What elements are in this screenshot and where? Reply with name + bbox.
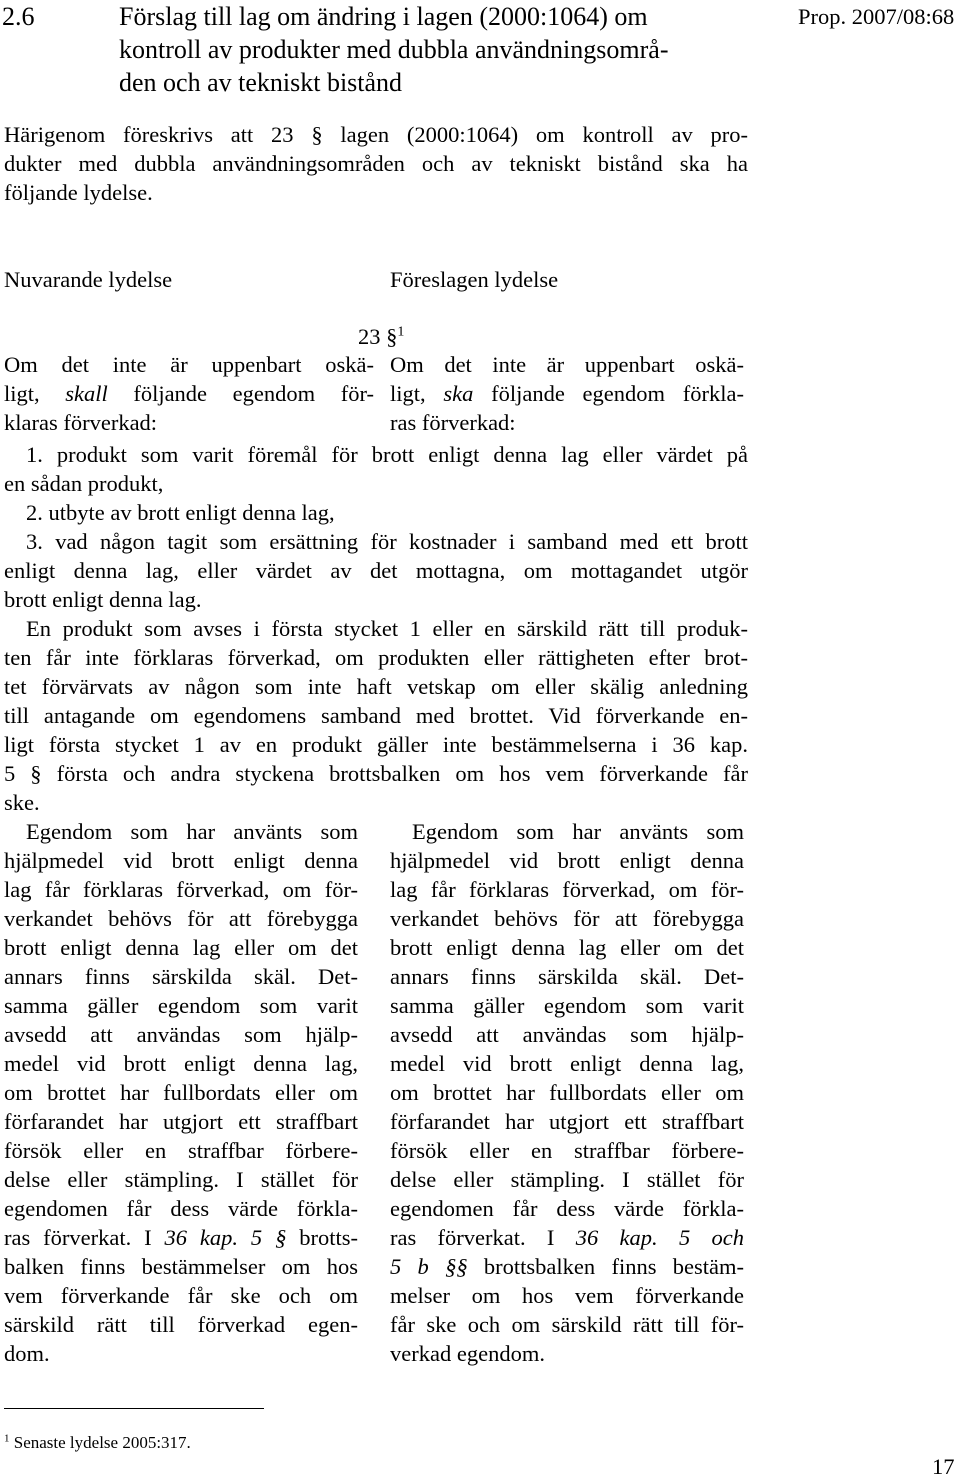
right-second-paragraph: Egendom som har använts som hjälpmedel vid brott enligt denna lag får förklaras förverkad, om för- verkandet behövs för att förebygga brott enligt denna lag eller om det annars finns särskilda skäl. Det- samma gäller egendom som varit avsedd att användas som hjälp- medel vid brott enligt denna lag, om brottet har fullbordats eller om förfarandet har utgjort ett straffbart försök eller en straffbar förbere- delse eller stämpling. I stället för egendomen får dess värde förkla- ras förverkat. I 36 kap. 5 och 5 b §§ brottsbalken finns bestäm- melser om hos vem förverkande får ske och om särskild rätt till för- verkad egendom. — [390, 819, 745, 1366]
page-number: 17 — [932, 1454, 955, 1479]
list-item-continuation: en sådan produkt, — [4, 471, 164, 496]
intro-paragraph: Härigenom föreskrivs att 23 § lagen (2000:1064) om kontroll av pro- dukter med dubbla användningsområden och av tekniskt bistånd ska ha följande lydelse. — [4, 122, 748, 205]
footnote — [4, 1432, 191, 1454]
paragraph-marker — [358, 322, 404, 351]
left-first-paragraph: Om det inte är uppenbart oskä- ligt, skall följande egendom för- klaras förverkad: — [4, 352, 374, 435]
footnote-separator — [4, 1408, 264, 1409]
numbered-list — [4, 440, 748, 614]
list-item: 1. produkt som varit föremål för brott enligt denna lag eller värdet på — [26, 442, 748, 467]
right-first-paragraph: Om det inte är uppenbart oskä- ligt, ska följande egendom förkla- ras förverkad: — [390, 352, 744, 435]
list-item: 2. utbyte av brott enligt denna lag, — [26, 500, 335, 525]
prop-reference: Prop. 2007/08:68 — [798, 4, 955, 29]
section-title: Förslag till lag om ändring i lagen (2000:1064) om kontroll av produkter med dubbla användningsområ- den och av tekniskt bistånd — [119, 2, 669, 97]
list-item-continuation: enligt denna lag, eller värdet av det mottagna, om mottagandet utgör — [4, 558, 748, 583]
section-number: 2.6 — [2, 2, 35, 31]
proposed-version-heading: Föreslagen lydelse — [390, 267, 559, 292]
footnote-text: Senaste lydelse 2005:317. — [13, 1433, 191, 1452]
left-second-paragraph: Egendom som har använts som hjälpmedel vid brott enligt denna lag får förklaras förverkad, om för- verkandet behövs för att förebygga brott enligt denna lag eller om det annars finns särskilda skäl. Det- samma gäller egendom som varit avsedd att användas som hjälp- medel vid brott enligt denna lag, om brottet har fullbordats eller om förfarandet har utgjort ett straffbart försök eller en straffbar förbere- delse eller stämpling. I stället för egendomen får dess värde förkla- ras förverkat. I 36 kap. 5 § brotts- balken finns bestämmelser om hos vem förverkande får ske och om särskild rätt till förverkad egen- dom. — [4, 819, 358, 1366]
current-version-heading: Nuvarande lydelse — [4, 267, 173, 292]
list-item-continuation: brott enligt denna lag. — [4, 587, 202, 612]
footnote-reference: 1 — [397, 324, 405, 340]
list-item: 3. vad någon tagit som ersättning för kostnader i samband med ett brott — [26, 529, 748, 554]
full-width-paragraph: En produkt som avses i första stycket 1 eller en särskild rätt till produk- ten får inte förklaras förverkad, om produkten eller rättigheten efter brot- tet förvärvats av någon som inte haft vetskap om eller skälig anledning till antagande om egendomens samband med brottet. Vid förverkande en- ligt första stycket 1 av en produkt gäller inte bestämmelserna i 36 kap. 5 § första och andra styckena brottsbalken om hos vem förverkande får ske. — [4, 616, 748, 815]
section-marker: 23 § — [358, 324, 398, 349]
footnote-number: 1 — [4, 1432, 10, 1445]
